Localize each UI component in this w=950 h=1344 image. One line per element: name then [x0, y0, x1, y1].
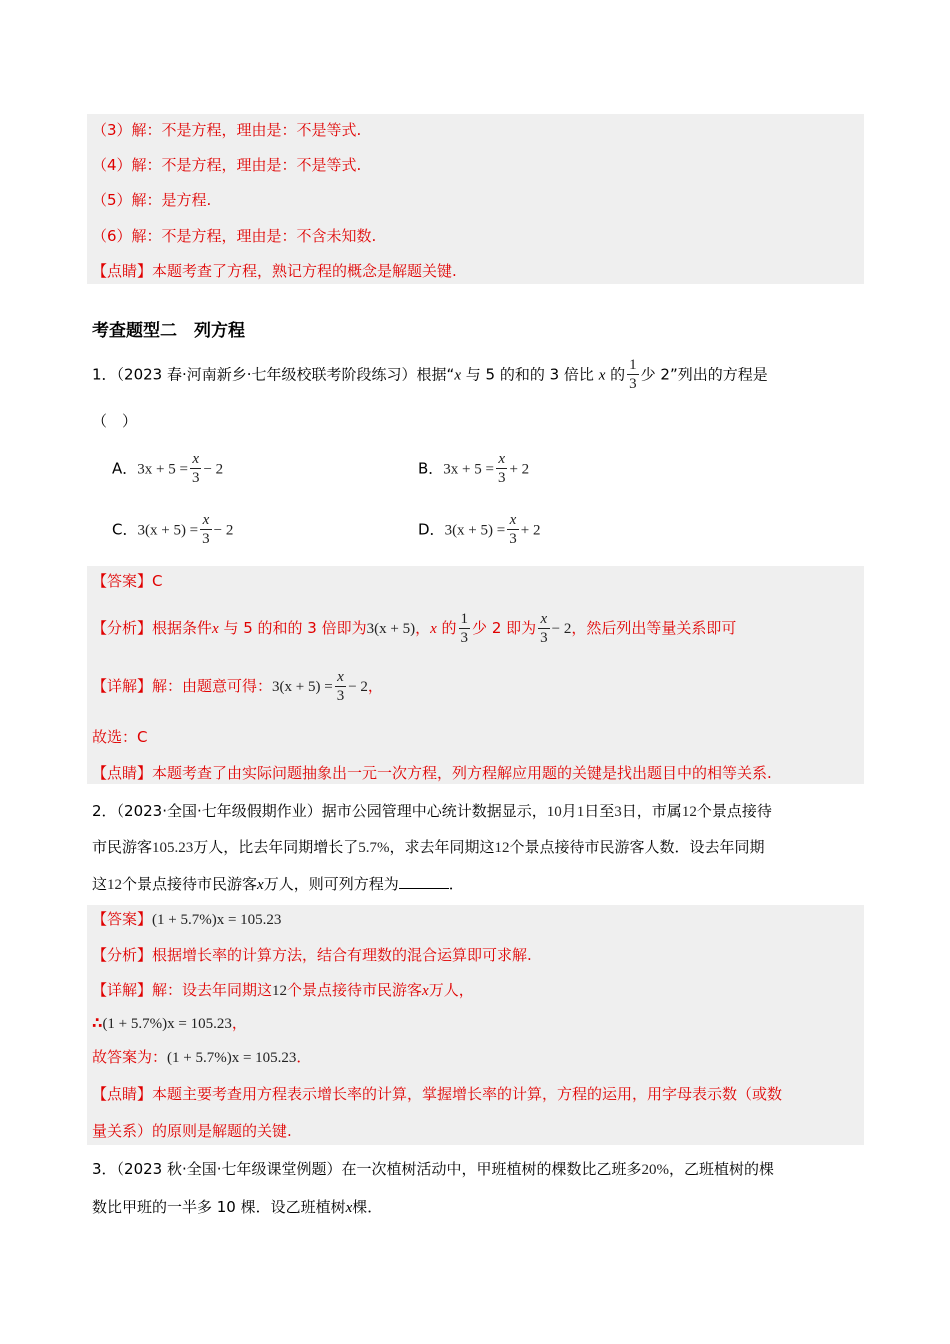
q2-answer: [92, 906, 281, 933]
q1-choice: 故选：C: [92, 728, 148, 746]
q2-l3c: 万人，则可列方程为: [263, 875, 399, 893]
q2-m1: 1: [576, 804, 585, 820]
option-c-fraction: [200, 513, 212, 547]
q2-l1a: （2023·全国·七年级假期作业）据市公园管理中心统计数据显示，: [116, 802, 547, 820]
frac-den: 3: [629, 376, 637, 392]
question-1: [92, 358, 768, 392]
option-a[interactable]: [112, 452, 223, 486]
option-c-label: C．: [112, 520, 138, 539]
frac-den: 3: [540, 629, 548, 646]
frac-den: 3: [191, 470, 200, 486]
q2-l1c: 日至: [584, 802, 615, 820]
q2-answer-prefix: 【答案】: [92, 910, 153, 928]
frac-den: 3: [460, 629, 469, 646]
option-c-math-left: 3(x + 5) =: [137, 522, 199, 539]
option-a-math-right: − 2: [203, 461, 224, 478]
question-2-line-2: [92, 834, 765, 861]
solution-line-6: （6）解：不是方程，理由是：不含未知数.: [92, 227, 377, 245]
q1-text-2: 与 5 的和的 3 倍比: [460, 365, 599, 384]
dianjing-1: 【点睛】本题考查了方程，熟记方程的概念是解题关键.: [92, 262, 457, 280]
q2-l2c: ，求去年同期这: [389, 838, 495, 856]
q1-detail-t: ，: [367, 677, 383, 695]
frac-den: 3: [509, 531, 517, 547]
q1-source: （2023 春·河南新乡·七年级校联考阶段练习）根据“: [116, 365, 455, 384]
frac-num: x: [507, 513, 519, 530]
question-3-line-2: [92, 1194, 382, 1221]
frac-num: 1: [460, 610, 469, 627]
question-2-line-3: [92, 871, 464, 898]
q1-answer: 【答案】C: [92, 572, 163, 590]
q2-var-x: x: [257, 877, 264, 893]
frac-num: x: [190, 452, 202, 469]
q2-l1d: 日，市属: [621, 802, 682, 820]
q3-var-x: x: [345, 1200, 353, 1216]
section-heading: 考查题型二 列方程: [92, 321, 245, 341]
q2-final-eq: (1 + 5.7%)x = 105.23: [167, 1050, 297, 1066]
q3-m20: 20%: [641, 1162, 670, 1178]
q1-detail: [92, 668, 383, 705]
q2-therefore-comma: ，: [231, 1014, 247, 1032]
q2-m57: 5.7%: [358, 840, 390, 856]
q2-l1e: 个景点接待: [696, 802, 772, 820]
q2-number: 2．: [92, 802, 117, 820]
q2-l2b: 万人，比去年同期增长了: [193, 838, 359, 856]
q2-m12-2: 12: [494, 840, 510, 856]
option-d-math-left: 3(x + 5) =: [444, 522, 506, 539]
q1-analysis-t2: ，: [415, 619, 431, 637]
option-d-math-right: + 2: [520, 522, 541, 539]
dianjing-3-line-2: 量关系）的原则是解题的关键.: [92, 1122, 292, 1140]
q1-analysis-t1: 与 5 的和的 3 倍即为: [218, 619, 367, 637]
question-3-line-1: [92, 1156, 774, 1183]
frac-den: 3: [336, 687, 345, 704]
q2-m12-3: 12: [107, 877, 123, 893]
q2-detail-a: 【详解】解：设去年同期这: [92, 981, 273, 999]
q2-detail-c: 万人，: [428, 981, 474, 999]
q1-analysis: [92, 610, 736, 647]
solution-line-4: （4）解：不是方程，理由是：不是等式.: [92, 156, 362, 174]
q3-l2b: 棵．: [352, 1198, 383, 1216]
q2-answer-eq: (1 + 5.7%)x = 105.23: [152, 912, 282, 928]
q1-detail-prefix: 【详解】解：由题意可得：: [92, 677, 273, 695]
dianjing-3-line-1: 【点睛】本题主要考查用方程表示增长率的计算，掌握增长率的计算，方程的运用，用字母表示数（或数: [92, 1085, 783, 1103]
q1-analysis-m2: − 2: [551, 621, 572, 637]
q2-analysis: 【分析】根据增长率的计算方法，结合有理数的混合运算即可求解.: [92, 946, 532, 964]
q1-analysis-x: x: [212, 621, 219, 637]
q1-analysis-m1: 3(x + 5): [366, 621, 416, 637]
q1-analysis-prefix: 【分析】根据条件: [92, 619, 213, 637]
dianjing-2: 【点睛】本题考查了由实际问题抽象出一元一次方程，列方程解应用题的关键是找出题目中的相等关系.: [92, 764, 772, 782]
q1-var-x-2: x: [598, 367, 606, 384]
q2-final: [92, 1044, 311, 1071]
option-a-math-left: 3x + 5 =: [137, 461, 188, 478]
solution-line-5: （5）解：是方程.: [92, 191, 212, 209]
option-b-fraction: [496, 452, 508, 486]
q2-m3: 3: [614, 804, 622, 820]
q1-text-3: 的: [605, 365, 626, 384]
therefore-icon: ∴: [92, 1014, 103, 1032]
q1-number: 1．: [92, 365, 117, 384]
q2-m105: 105.23: [152, 840, 194, 856]
q1-analysis-frac-third: [459, 612, 471, 646]
q3-l2a: 数比甲班的一半多 10 棵．设乙班植树: [92, 1198, 346, 1216]
option-d-label: D．: [418, 520, 445, 539]
q2-detail-m12: 12: [272, 983, 288, 999]
q2-detail: [92, 977, 474, 1004]
q1-analysis-t5: ，然后列出等量关系即可: [571, 619, 737, 637]
option-b[interactable]: [418, 452, 529, 486]
q2-therefore: [92, 1010, 247, 1037]
q2-l3a: 这: [92, 875, 108, 893]
q2-l3d: ．: [448, 875, 464, 893]
question-2-line-1: [92, 798, 772, 825]
frac-num: x: [496, 452, 508, 469]
q1-analysis-x-2: x: [430, 621, 437, 637]
solution-line-3: （3）解：不是方程，理由是：不是等式.: [92, 121, 362, 139]
option-a-fraction: [190, 452, 202, 486]
frac-num: 1: [629, 357, 637, 373]
q2-m10: 10: [546, 804, 562, 820]
q3-l1b: ，乙班植树的棵: [669, 1160, 775, 1178]
q1-detail-m2: − 2: [348, 679, 368, 695]
q1-analysis-t4: 少 2 即为: [472, 619, 537, 637]
frac-num: x: [538, 612, 550, 629]
option-c[interactable]: [112, 513, 233, 547]
q2-m12: 12: [681, 804, 697, 820]
option-a-label: A．: [112, 459, 138, 478]
q2-detail-b: 个景点接待市民游客: [287, 981, 423, 999]
option-c-math-right: − 2: [213, 522, 234, 539]
q2-final-period: ．: [296, 1048, 312, 1066]
q2-l2a: 市民游客: [92, 838, 153, 856]
q2-final-prefix: 故答案为：: [92, 1048, 168, 1066]
q3-number: 3．: [92, 1160, 117, 1178]
option-d[interactable]: [418, 513, 540, 547]
option-b-label: B．: [418, 459, 444, 478]
q1-analysis-t3: 的: [436, 619, 457, 637]
q1-detail-m1: 3(x + 5) =: [272, 679, 333, 695]
q1-analysis-frac-x3: [538, 612, 550, 646]
q2-l2d: 个景点接待市民游客人数．设去年同期: [509, 838, 765, 856]
q2-therefore-eq: (1 + 5.7%)x = 105.23: [102, 1016, 232, 1032]
q2-l1b: 月: [561, 802, 577, 820]
option-d-fraction: [507, 513, 519, 547]
q2-detail-x: x: [422, 983, 429, 999]
frac-den: 3: [202, 531, 210, 547]
q3-l1a: （2023 秋·全国·七年级课堂例题）在一次植树活动中，甲班植树的棵数比乙班多: [116, 1160, 642, 1178]
frac-num: x: [335, 670, 347, 687]
q1-var-x: x: [454, 367, 461, 384]
frac-num: x: [200, 513, 212, 530]
option-b-math-right: + 2: [509, 461, 530, 478]
q2-l3b: 个景点接待市民游客: [122, 875, 258, 893]
q1-text-4: 少 2”列出的方程是: [640, 365, 768, 384]
q1-paren: （ ）: [92, 412, 138, 430]
q2-answer-blank[interactable]: [399, 872, 449, 889]
option-b-math-left: 3x + 5 =: [443, 461, 494, 478]
q1-fraction-one-third: [627, 358, 639, 392]
q1-detail-frac: [335, 670, 347, 704]
frac-den: 3: [497, 470, 506, 486]
